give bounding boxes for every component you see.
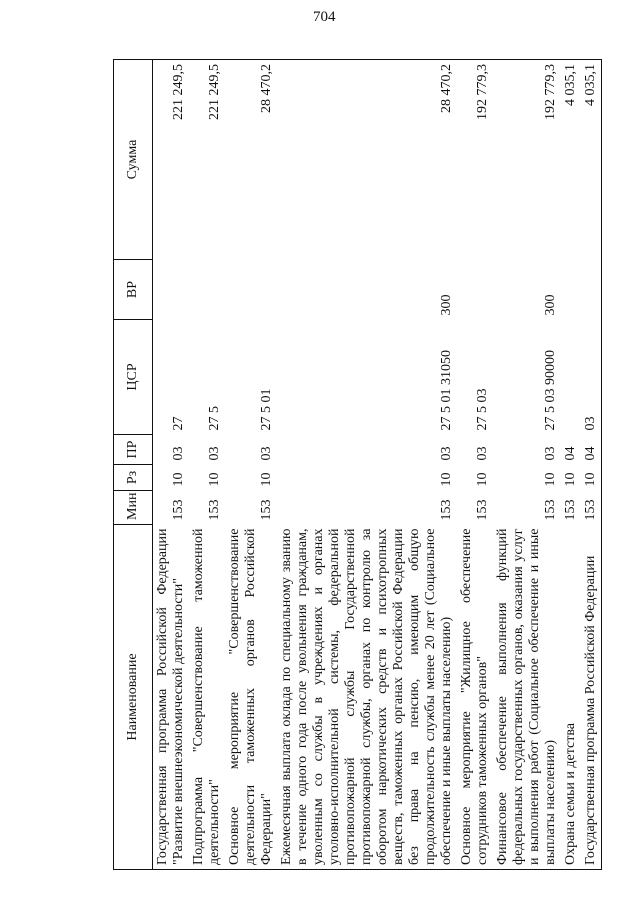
row-pr: 03	[171, 446, 186, 461]
header-min: Мин	[114, 491, 153, 525]
row-min: 153	[171, 499, 186, 521]
row-min: 153	[581, 491, 602, 525]
row-csr: 03	[581, 320, 602, 435]
table-header-row	[114, 60, 153, 870]
row-vr: 300	[439, 294, 454, 316]
table-row	[189, 60, 225, 870]
row-name: Охрана семьи и детства	[561, 525, 581, 870]
row-name: Ежемесячная выплата оклада по специальному званию в течение одного года после увольнения гражданам, уволенным со службы в учреждениях и органах уголовно-исполнительной системы, федеральной противопожарной службы Государственной противопожарной службы, органах по контролю за оборотом наркотических средств и психотропных веществ, таможенных органах Российской Федерации без права на пенсию, имеющим общую продолжительность службы менее 20 лет (Социальное обеспечение и иные выплаты населению)	[277, 525, 457, 870]
row-csr	[561, 320, 581, 435]
row-csr: 27 5 03	[475, 388, 490, 431]
table-row	[277, 60, 457, 870]
row-name: Финансовое обеспечение выполнения функций федеральных государственных органов, оказания услуг и выполнения работ (Социальное обеспечение и иные выплаты населению)	[493, 525, 561, 870]
row-min: 153	[543, 499, 558, 521]
row-rz: 10	[259, 472, 274, 487]
table-row	[457, 60, 493, 870]
row-pr: 03	[439, 446, 454, 461]
header-pr: ПР	[114, 435, 153, 465]
header-vr: ВР	[114, 260, 153, 320]
row-csr: 27 5	[207, 406, 222, 431]
row-sum: 28 470,2	[277, 60, 457, 260]
row-sum: 192 779,3	[457, 60, 493, 260]
row-rz: 10	[207, 472, 222, 487]
row-rz: 10	[581, 465, 602, 491]
row-vr	[457, 260, 493, 320]
row-min: 153	[259, 499, 274, 521]
row-name: Государственная программа Российской Федерации "Развитие внешнеэкономической деятельности"	[153, 525, 190, 870]
row-name: Основное мероприятие "Жилищное обеспечение сотрудников таможенных органов"	[457, 525, 493, 870]
table-row	[493, 60, 561, 870]
row-rz: 10	[475, 472, 490, 487]
header-sum: Сумма	[114, 60, 153, 260]
row-name: Подпрограмма "Совершенствование таможенной деятельности"	[189, 525, 225, 870]
row-pr: 04	[581, 435, 602, 465]
row-csr: 27	[171, 416, 186, 431]
row-vr	[153, 260, 190, 320]
page-number: 704	[313, 9, 336, 25]
row-pr: 03	[475, 446, 490, 461]
row-vr	[189, 260, 225, 320]
row-name: Государственная программа Российской Федерации	[581, 525, 602, 870]
table-row	[153, 60, 190, 870]
row-min: 153	[207, 499, 222, 521]
row-pr: 04	[563, 446, 578, 461]
row-rz: 10	[563, 472, 578, 487]
row-pr: 03	[543, 446, 558, 461]
row-min: 153	[439, 499, 454, 521]
row-rz: 10	[171, 472, 186, 487]
row-sum: 4 035,1	[561, 60, 581, 260]
table-row	[225, 60, 277, 870]
table-row	[581, 60, 602, 870]
row-pr: 03	[207, 446, 222, 461]
header-name: Наименование	[114, 525, 153, 870]
header-rz: Рз	[114, 465, 153, 491]
row-sum: 28 470,2	[225, 60, 277, 260]
row-rz: 10	[543, 472, 558, 487]
row-vr	[225, 260, 277, 320]
row-rz: 10	[439, 472, 454, 487]
row-pr: 03	[259, 446, 274, 461]
row-min: 153	[563, 499, 578, 521]
budget-table	[113, 59, 602, 870]
row-csr: 27 5 03 90000	[543, 350, 558, 431]
rotated-page-content	[113, 60, 603, 870]
row-csr: 27 5 01	[259, 388, 274, 431]
row-vr: 300	[543, 294, 558, 316]
row-name: Основное мероприятие "Совершенствование деятельности таможенных органов Российской Федерации"	[225, 525, 277, 870]
row-sum: 221 249,5	[189, 60, 225, 260]
row-vr	[561, 260, 581, 320]
header-csr: ЦСР	[114, 320, 153, 435]
row-sum: 221 249,5	[153, 60, 190, 260]
row-min: 153	[475, 499, 490, 521]
rotated-table-container	[113, 60, 603, 870]
row-csr: 27 5 01 31050	[439, 350, 454, 431]
row-vr	[581, 260, 602, 320]
row-sum: 192 779,3	[493, 60, 561, 260]
table-row	[561, 60, 581, 870]
row-sum: 4 035,1	[581, 60, 602, 260]
